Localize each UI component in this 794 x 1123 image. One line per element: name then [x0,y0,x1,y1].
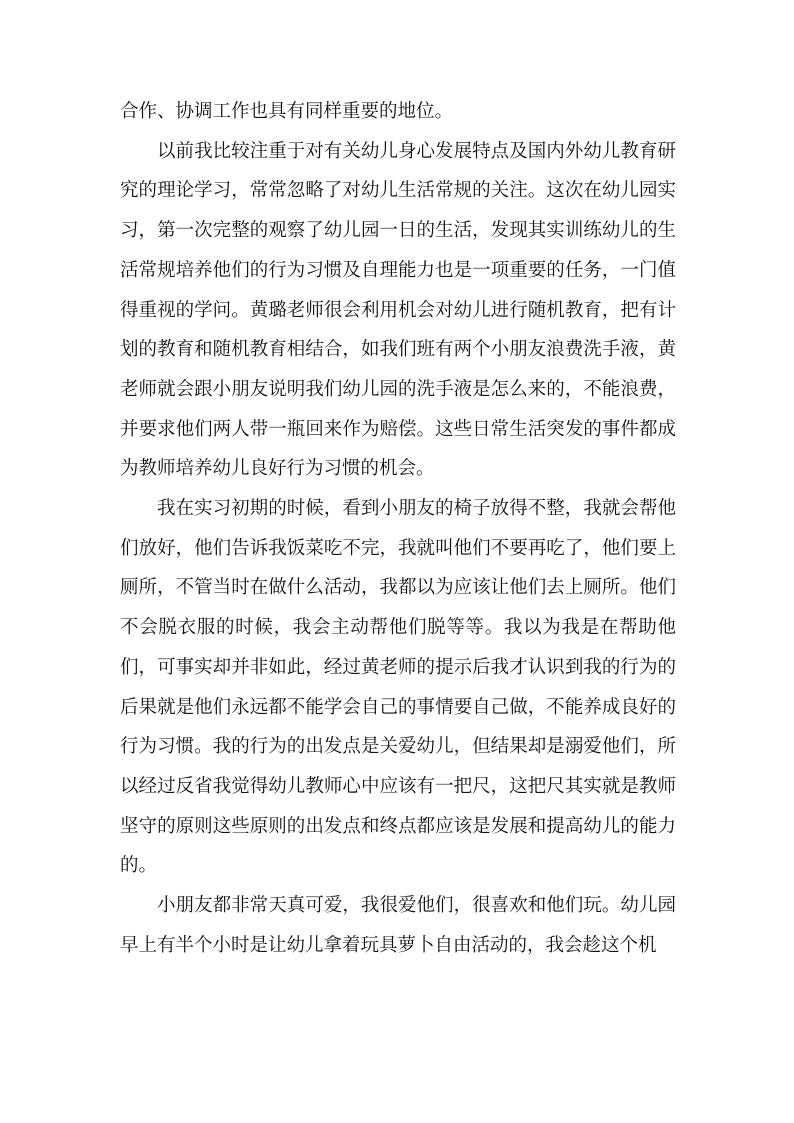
paragraph-continued: 合作、协调工作也具有同样重要的地位。 [120,101,454,122]
document-body [120,92,676,965]
paragraph: 我在实习初期的时候，看到小朋友的椅子放得不整，我就会帮他们放好，他们告诉我饭菜吃不完，我就叫他们不要再吃了，他们要上厕所，不管当时在做什么活动，我都以为应该让他们去上厕所。他们不会脱衣服的时候，我会主动帮他们脱等等。我以为我是在帮助他们，可事实却并非如此，经过黄老师的提示后我才认识到我的行为的后果就是他们永远都不能学会自己的事情要自己做，不能养成良好的行为习惯。我的行为的出发点是关爱幼儿，但结果却是溺爱他们，所以经过反省我觉得幼儿教师心中应该有一把尺，这把尺其实就是教师坚守的原则这些原则的出发点和终点都应该是发展和提高幼儿的能力的。 [120,498,676,877]
paragraph: 以前我比较注重于对有关幼儿身心发展特点及国内外幼儿教育研究的理论学习，常常忽略了对幼儿生活常规的关注。这次在幼儿园实习，第一次完整的观察了幼儿园一日的生活，发现其实训练幼儿的生活常规培养他们的行为习惯及自理能力也是一项重要的任务，一门值得重视的学问。黄璐老师很会利用机会对幼儿进行随机教育，把有计划的教育和随机教育相结合，如我们班有两个小朋友浪费洗手液，黄老师就会跟小朋友说明我们幼儿园的洗手液是怎么来的，不能浪费，并要求他们两人带一瓶回来作为赔偿。这些日常生活突发的事件都成为教师培养幼儿良好行为习惯的机会。 [120,140,676,480]
paragraph: 小朋友都非常天真可爱，我很爱他们，很喜欢和他们玩。幼儿园早上有半个小时是让幼儿拿着玩具萝卜自由活动的，我会趁这个机 [120,895,676,956]
